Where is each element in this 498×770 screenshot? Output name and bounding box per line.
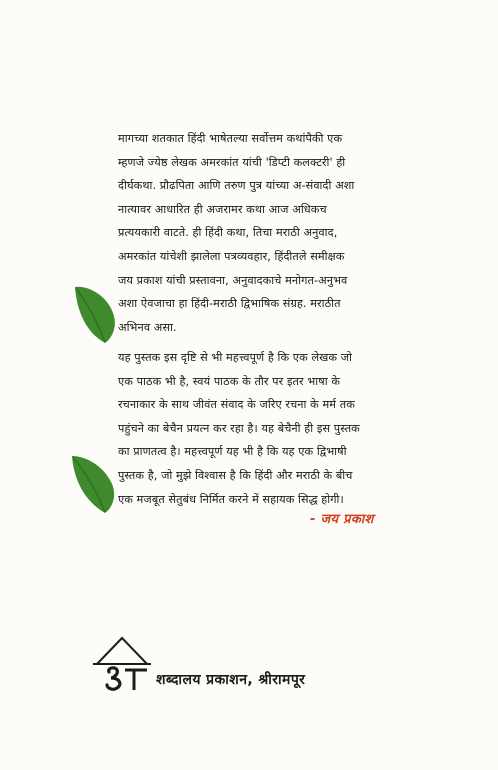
text-line: पुस्तक है, जो मुझे विश्वास है कि हिंदी और मराठी के बीच xyxy=(118,468,353,482)
hindi-blurb-paragraph xyxy=(118,346,400,511)
text-line: यह पुस्तक इस दृष्टि से भी महत्त्वपूर्ण है कि एक लेखक जो xyxy=(118,351,353,364)
text-line: जय प्रकाश यांची प्रस्तावना, अनुवादकाचे मनोगत-अनुभव xyxy=(118,273,348,287)
text-line: का प्राणतत्व है। महत्त्वपूर्ण यह भी है कि यह एक द्विभाषी xyxy=(118,445,347,459)
text-line: अशा ऐवजाचा हा हिंदी-मराठी द्विभाषिक संग्रह. मराठीत xyxy=(118,297,341,311)
author-signature: - जय प्रकाश xyxy=(310,512,374,527)
text-line: पहुंचने का बेचैन प्रयत्न कर रहा है। यह बेचैनी ही इस पुस्तक xyxy=(118,421,360,435)
text-line: नात्यावर आधारित ही अजरामर कथा आज अधिकच xyxy=(118,202,327,216)
text-line: अमरकांत यांचेशी झालेला पत्रव्यवहार, हिंदीतले समीक्षक xyxy=(118,249,345,263)
text-line: एक पाठक भी है, स्वयं पाठक के तौर पर इतर भाषा के xyxy=(118,374,341,388)
text-line: दीर्घकथा. प्रौढपिता आणि तरुण पुत्र यांच्या अ-संवादी अशा xyxy=(118,179,355,193)
green-leaf-icon xyxy=(70,452,120,514)
marathi-blurb-paragraph xyxy=(118,127,400,339)
publisher-imprint xyxy=(89,630,389,700)
text-line: एक मजबूत सेतुबंध निर्मित करने में सहायक सिद्ध होगी। xyxy=(118,492,344,506)
text-line: मागच्या शतकात हिंदी भाषेतल्या सर्वोत्तम कथांपैकी एक xyxy=(118,132,343,145)
text-line: म्हणजे ज्येष्ठ लेखक अमरकांत यांची 'डिप्टी कलक्टरी' ही xyxy=(118,155,346,169)
text-line: अभिनव असा. xyxy=(118,320,177,334)
text-line: रचनाकार के साथ जीवंत संवाद के जरिए रचना के मर्म तक xyxy=(118,398,355,412)
publisher-house-logo-icon xyxy=(89,630,155,694)
publisher-name: शब्दालय प्रकाशन, श्रीरामपूर xyxy=(156,672,306,688)
green-leaf-icon xyxy=(73,283,121,345)
text-line: प्रत्ययकारी वाटते. ही हिंदी कथा, तिचा मराठी अनुवाद, xyxy=(118,226,338,240)
